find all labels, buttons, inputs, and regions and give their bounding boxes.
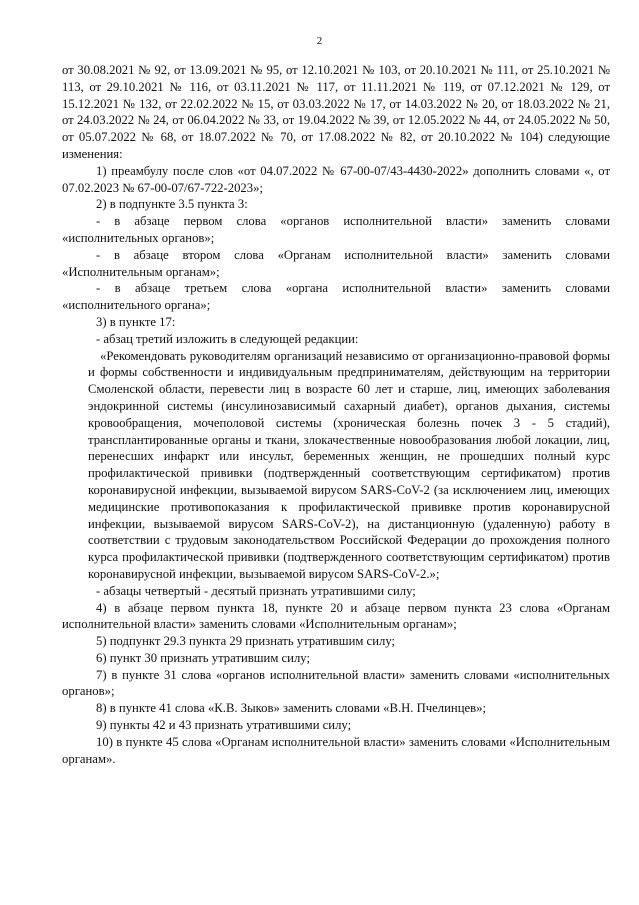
paragraph-item-2-sub-1: - в абзаце первом слова «органов исполнительной власти» заменить словами «исполнительных органов»; — [62, 214, 610, 245]
page-number: 2 — [316, 35, 323, 47]
paragraph-item-8: 8) в пункте 41 слова «К.В. Зыков» заменить словами «В.Н. Пчелинцев»; — [96, 701, 486, 716]
paragraph-item-2-sub-3: - в абзаце третьем слова «органа исполнительной власти» заменить словами «исполнительного органа»; — [62, 281, 610, 313]
document-body — [62, 62, 610, 767]
paragraph-item-9: 9) пункты 42 и 43 признать утратившими силу; — [96, 718, 352, 733]
paragraph-item-7: 7) в пункте 31 слова «органов исполнительной власти» заменить словами «исполнительных органов»; — [62, 667, 610, 699]
quoted-new-wording-text: «Рекомендовать руководителям организаций независимо от организационно-правовой формы и формы собственности и индивидуальным предпринимателям, действующим на территории Смоленской области, перевести лиц в возрасте 60 лет и старше, лиц, имеющих заболевания эндокринной системы (инсулинозависимый сахарный диабет), органов дыхания, системы кровообращения, мочеполовой системы (хроническая болезнь почек 3 - 5 стадий), трансплантированные органы и ткани, злокачественные новообразования любой локации, лиц, перенесших инфаркт или инсульт, беременных женщин, не прошедших полный курс профилактической прививки (подтвержденный соответствующим сертификатом) против коронавирусной инфекции, вызываемой вирусом SARS-CoV-2 (за исключением лиц, имеющих медицинские противопоказания к профилактической прививке против коронавирусной инфекции, вызываемой вирусом SARS-CoV-2), на дистанционную (удаленную) работу в соответствии с трудовым законодательством Российской Федерации до прохождения полного курса профилактической прививки (подтвержденного соответствующим сертификатом) против коронавирусной инфекции, вызываемой вирусом SARS-CoV-2.»; — [88, 348, 610, 581]
paragraph-amended-acts-list: от 30.08.2021 № 92, от 13.09.2021 № 95, от 12.10.2021 № 103, от 20.10.2021 № 111, от 25.10.2021 № 113, от 29.10.2021 № 116, от 03.11.2021 № 117, от 11.11.2021 № 119, от 07.12.2021 № 129, от 15.12.2021 № 132, от 22.02.2022 № 15, от 03.03.2022 № 17, от 14.03.2022 № 20, от 18.03.2022 № 21, от 24.03.2022 № 24, от 06.04.2022 № 33, от 19.04.2022 № 39, от 12.05.2022 № 44, от 24.05.2022 № 50, от 05.07.2022 № 68, от 18.07.2022 № 70, от 17.08.2022 № 82, от 20.10.2022 № 104) следующие изменения: — [62, 63, 610, 161]
paragraph-item-3-sub-1: - абзац третий изложить в следующей редакции: — [96, 331, 359, 346]
paragraph-item-4: 4) в абзаце первом пункта 18, пункте 20 и абзаце первом пункта 23 слова «Органам исполнительной власти» заменить словами «Исполнительным органам»; — [62, 600, 610, 632]
paragraph-item-6: 6) пункт 30 признать утратившим силу; — [96, 650, 310, 665]
paragraph-item-3-sub-2: - абзацы четвертый - десятый признать утратившими силу; — [96, 583, 416, 598]
paragraph-item-5: 5) подпункт 29.3 пункта 29 признать утратившим силу; — [96, 634, 396, 649]
paragraph-item-1-preamble: 1) преамбулу после слов «от 04.07.2022 № 67-00-07/43-4430-2022» дополнить словами «, от 07.02.2023 № 67-00-07/67-722-2023»; — [62, 163, 610, 195]
quoted-new-wording — [62, 348, 610, 583]
paragraph-item-3: 3) в пункте 17: — [96, 314, 176, 329]
paragraph-item-2-sub-2: - в абзаце втором слова «Органам исполнительной власти» заменить словами «Исполнительным органам»; — [62, 247, 610, 279]
paragraph-item-2: 2) в подпункте 3.5 пункта 3: — [96, 197, 248, 212]
paragraph-item-10: 10) в пункте 45 слова «Органам исполнительной власти» заменить словами «Исполнительным органам». — [62, 734, 610, 766]
